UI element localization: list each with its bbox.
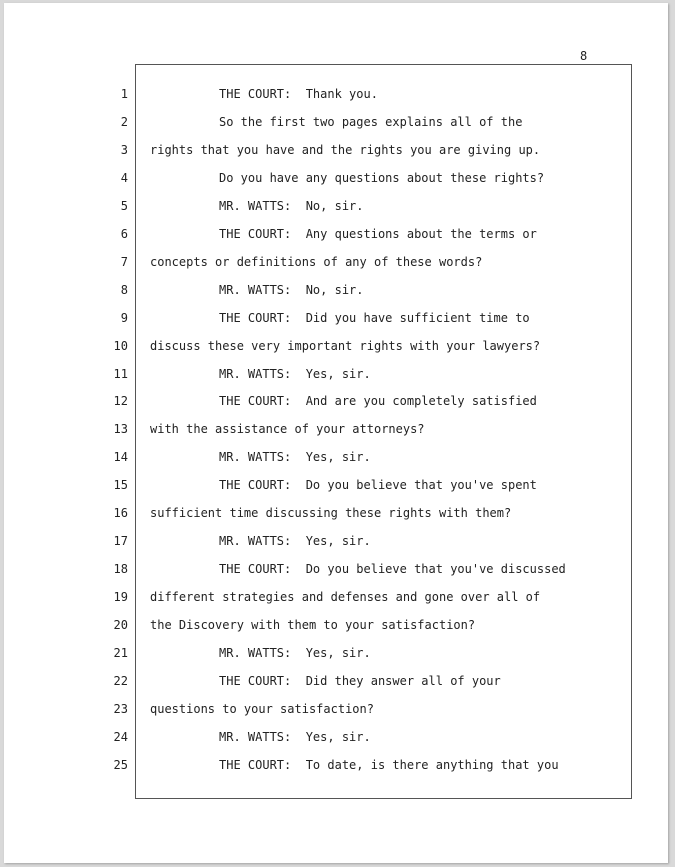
transcript-line: questions to your satisfaction? xyxy=(150,701,374,716)
transcript-line: concepts or definitions of any of these words? xyxy=(150,254,483,269)
transcript-line: THE COURT: Do you believe that you've spent xyxy=(219,478,537,493)
transcript-line: THE COURT: Did you have sufficient time to xyxy=(219,310,530,325)
transcript-line: MR. WATTS: Yes, sir. xyxy=(219,366,371,381)
line-number: 20 xyxy=(113,618,128,633)
transcript-line: MR. WATTS: No, sir. xyxy=(219,282,364,297)
line-number: 3 xyxy=(120,142,128,157)
line-number: 15 xyxy=(113,478,128,493)
transcript-line: rights that you have and the rights you are giving up. xyxy=(150,142,541,157)
line-number: 22 xyxy=(113,673,128,688)
line-number: 23 xyxy=(113,701,128,716)
line-number: 16 xyxy=(113,506,128,521)
line-number: 12 xyxy=(113,394,128,409)
line-number: 24 xyxy=(113,729,128,744)
line-number: 9 xyxy=(120,310,128,325)
line-number: 5 xyxy=(120,198,128,213)
line-number: 1 xyxy=(120,87,128,101)
line-number: 18 xyxy=(113,562,128,577)
line-number: 21 xyxy=(113,646,128,660)
line-number: 17 xyxy=(113,534,128,549)
line-number: 25 xyxy=(113,757,128,772)
transcript-line: So the first two pages explains all of the xyxy=(219,114,523,129)
transcript-line: discuss these very important rights with your lawyers? xyxy=(150,338,541,353)
line-number: 11 xyxy=(113,366,128,381)
transcript-page xyxy=(4,3,668,863)
transcript-line: THE COURT: Any questions about the terms or xyxy=(219,226,537,241)
line-number: 7 xyxy=(120,254,128,269)
transcript-line: THE COURT: Do you believe that you've discussed xyxy=(219,562,566,577)
line-number: 4 xyxy=(120,170,128,185)
line-number: 19 xyxy=(113,590,128,605)
transcript-line: the Discovery with them to your satisfaction? xyxy=(150,618,476,633)
line-number: 6 xyxy=(120,226,128,241)
transcript-line: sufficient time discussing these rights with them? xyxy=(150,506,512,521)
transcript-line: THE COURT: To date, is there anything that you xyxy=(219,757,559,772)
line-number: 14 xyxy=(113,450,128,465)
line-number: 10 xyxy=(113,338,128,353)
transcript-line: THE COURT: And are you completely satisfied xyxy=(219,394,537,409)
transcript-line: MR. WATTS: Yes, sir. xyxy=(219,646,371,660)
transcript-line: MR. WATTS: No, sir. xyxy=(219,198,364,213)
transcript-line: THE COURT: Did they answer all of your xyxy=(219,673,501,688)
line-number: 13 xyxy=(113,422,128,437)
transcript-line: Do you have any questions about these rights? xyxy=(219,170,545,185)
transcript-line: MR. WATTS: Yes, sir. xyxy=(219,534,371,549)
transcript-line: MR. WATTS: Yes, sir. xyxy=(219,450,371,465)
transcript-line: different strategies and defenses and gone over all of xyxy=(150,590,541,605)
line-number: 2 xyxy=(120,114,128,129)
transcript-line: with the assistance of your attorneys? xyxy=(150,422,425,437)
transcript-line: THE COURT: Thank you. xyxy=(219,87,378,101)
line-number: 8 xyxy=(120,282,128,297)
page-number: 8 xyxy=(580,49,588,63)
transcript-line: MR. WATTS: Yes, sir. xyxy=(219,729,371,744)
